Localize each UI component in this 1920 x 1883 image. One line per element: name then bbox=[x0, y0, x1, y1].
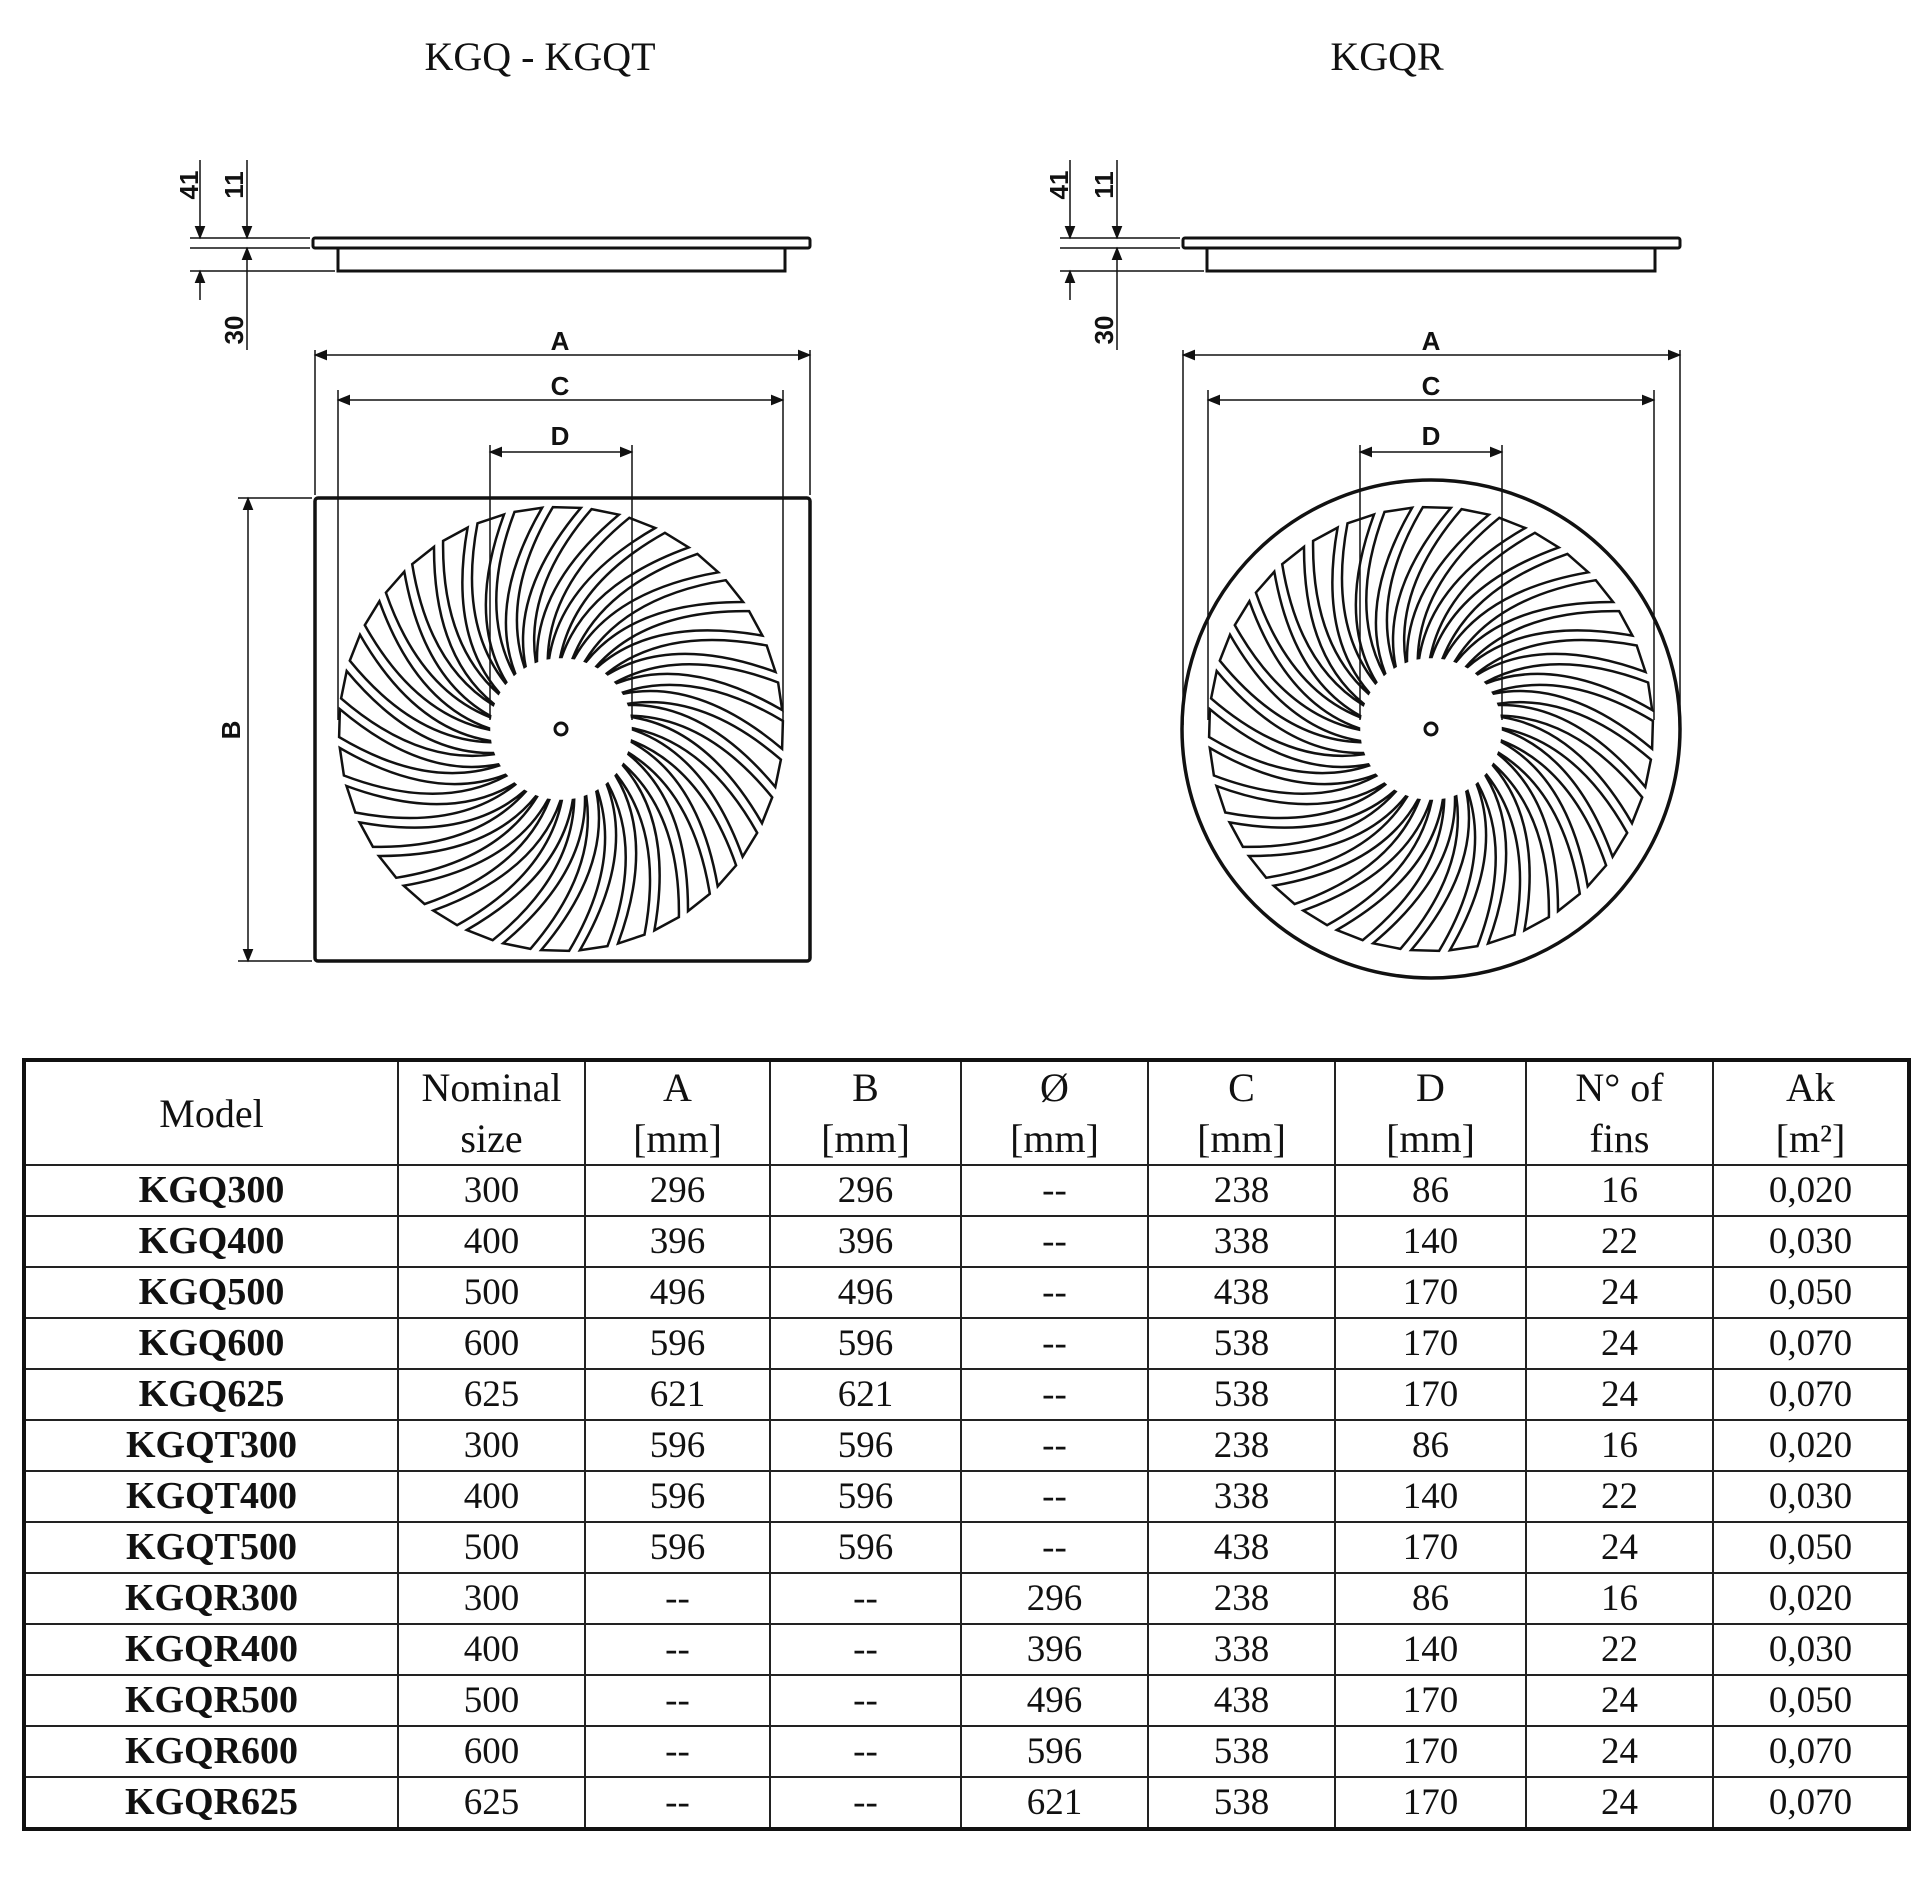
table-cell: 596 bbox=[585, 1420, 770, 1471]
table-cell: 0,030 bbox=[1713, 1471, 1909, 1522]
table-cell: -- bbox=[585, 1726, 770, 1777]
table-cell: 140 bbox=[1335, 1471, 1526, 1522]
table-row bbox=[24, 1267, 1909, 1318]
table-cell: 16 bbox=[1526, 1165, 1713, 1216]
table-cell: 0,070 bbox=[1713, 1369, 1909, 1420]
table-cell: 170 bbox=[1335, 1369, 1526, 1420]
table-cell: -- bbox=[961, 1471, 1148, 1522]
table-cell: 24 bbox=[1526, 1318, 1713, 1369]
table-cell: 596 bbox=[585, 1318, 770, 1369]
table-cell: 300 bbox=[398, 1165, 585, 1216]
table-cell: -- bbox=[585, 1573, 770, 1624]
column-header-line1: Ak bbox=[1786, 1065, 1835, 1110]
table-cell: 596 bbox=[770, 1318, 961, 1369]
table-cell: -- bbox=[961, 1216, 1148, 1267]
column-header-line1: Nominal bbox=[421, 1065, 562, 1110]
table-cell: 296 bbox=[770, 1165, 961, 1216]
table-cell: 300 bbox=[398, 1420, 585, 1471]
model-cell: KGQ300 bbox=[24, 1165, 398, 1216]
column-header-line2: [mm] bbox=[1010, 1116, 1099, 1161]
table-cell: 170 bbox=[1335, 1777, 1526, 1829]
model-cell: KGQT300 bbox=[24, 1420, 398, 1471]
table-cell: 140 bbox=[1335, 1216, 1526, 1267]
column-header-line1: C bbox=[1228, 1065, 1255, 1110]
table-cell: -- bbox=[770, 1573, 961, 1624]
table-row bbox=[24, 1522, 1909, 1573]
dim-11-label-right: 11 bbox=[1089, 171, 1119, 199]
table-row bbox=[24, 1675, 1909, 1726]
model-cell: KGQT400 bbox=[24, 1471, 398, 1522]
table-row bbox=[24, 1726, 1909, 1777]
table-cell: 625 bbox=[398, 1369, 585, 1420]
table-cell: 400 bbox=[398, 1471, 585, 1522]
dim-c-label: C bbox=[550, 371, 570, 401]
table-cell: 0,070 bbox=[1713, 1777, 1909, 1829]
dim-b-label: B bbox=[216, 720, 246, 740]
column-header-line2: fins bbox=[1589, 1116, 1650, 1161]
table-cell: 170 bbox=[1335, 1318, 1526, 1369]
table-cell: 396 bbox=[585, 1216, 770, 1267]
table-cell: 338 bbox=[1148, 1624, 1335, 1675]
column-header-line1: D bbox=[1416, 1065, 1445, 1110]
table-cell: 338 bbox=[1148, 1471, 1335, 1522]
table-cell: 0,050 bbox=[1713, 1675, 1909, 1726]
model-cell: KGQR625 bbox=[24, 1777, 398, 1829]
column-header-line2: [mm] bbox=[633, 1116, 722, 1161]
table-cell: 338 bbox=[1148, 1216, 1335, 1267]
table-cell: 600 bbox=[398, 1726, 585, 1777]
table-cell: 24 bbox=[1526, 1369, 1713, 1420]
table-cell: 500 bbox=[398, 1522, 585, 1573]
table-cell: 500 bbox=[398, 1267, 585, 1318]
table-cell: 621 bbox=[770, 1369, 961, 1420]
table-cell: 0,030 bbox=[1713, 1624, 1909, 1675]
table-row bbox=[24, 1369, 1909, 1420]
table-cell: 296 bbox=[961, 1573, 1148, 1624]
table-cell: 24 bbox=[1526, 1522, 1713, 1573]
dim-41-label-right: 41 bbox=[1044, 170, 1074, 200]
table-cell: -- bbox=[770, 1726, 961, 1777]
column-header bbox=[585, 1060, 770, 1165]
table-cell: 16 bbox=[1526, 1573, 1713, 1624]
model-cell: KGQT500 bbox=[24, 1522, 398, 1573]
column-header bbox=[24, 1060, 398, 1165]
table-cell: 0,050 bbox=[1713, 1522, 1909, 1573]
table-cell: 400 bbox=[398, 1624, 585, 1675]
dim-41-label: 41 bbox=[174, 170, 204, 200]
model-cell: KGQ625 bbox=[24, 1369, 398, 1420]
table-cell: 400 bbox=[398, 1216, 585, 1267]
table-cell: -- bbox=[770, 1777, 961, 1829]
column-header bbox=[1713, 1060, 1909, 1165]
column-header bbox=[770, 1060, 961, 1165]
left-drawing-title: KGQ - KGQT bbox=[424, 34, 656, 79]
table-row bbox=[24, 1318, 1909, 1369]
model-cell: KGQ400 bbox=[24, 1216, 398, 1267]
table-cell: -- bbox=[770, 1675, 961, 1726]
column-header-line1: N° of bbox=[1575, 1065, 1664, 1110]
right-top-view bbox=[1182, 326, 1680, 978]
model-cell: KGQ500 bbox=[24, 1267, 398, 1318]
table-row bbox=[24, 1216, 1909, 1267]
column-header-line2: [mm] bbox=[1386, 1116, 1475, 1161]
column-header bbox=[961, 1060, 1148, 1165]
table-cell: -- bbox=[585, 1777, 770, 1829]
table-cell: 22 bbox=[1526, 1471, 1713, 1522]
table-cell: 0,020 bbox=[1713, 1573, 1909, 1624]
table-cell: 300 bbox=[398, 1573, 585, 1624]
table-cell: 496 bbox=[961, 1675, 1148, 1726]
table-cell: 0,050 bbox=[1713, 1267, 1909, 1318]
table-cell: -- bbox=[961, 1369, 1148, 1420]
table-cell: 22 bbox=[1526, 1624, 1713, 1675]
table-cell: 625 bbox=[398, 1777, 585, 1829]
table-cell: 596 bbox=[770, 1471, 961, 1522]
table-row bbox=[24, 1777, 1909, 1829]
table-cell: 170 bbox=[1335, 1675, 1526, 1726]
table-cell: 24 bbox=[1526, 1777, 1713, 1829]
table-cell: 86 bbox=[1335, 1165, 1526, 1216]
column-header-line1: Model bbox=[159, 1090, 264, 1136]
table-cell: -- bbox=[961, 1165, 1148, 1216]
table-cell: -- bbox=[961, 1267, 1148, 1318]
table-cell: 24 bbox=[1526, 1726, 1713, 1777]
table-cell: 621 bbox=[961, 1777, 1148, 1829]
table-cell: 86 bbox=[1335, 1573, 1526, 1624]
table-cell: 86 bbox=[1335, 1420, 1526, 1471]
column-header bbox=[1148, 1060, 1335, 1165]
table-cell: 538 bbox=[1148, 1318, 1335, 1369]
table-cell: 170 bbox=[1335, 1726, 1526, 1777]
table-cell: 596 bbox=[770, 1522, 961, 1573]
table-row bbox=[24, 1420, 1909, 1471]
table-cell: -- bbox=[961, 1318, 1148, 1369]
table-cell: 238 bbox=[1148, 1420, 1335, 1471]
dim-c-label-right: C bbox=[1421, 371, 1441, 401]
swirl-fins-round bbox=[1209, 507, 1653, 951]
left-side-view bbox=[190, 160, 810, 350]
model-cell: KGQR300 bbox=[24, 1573, 398, 1624]
table-cell: 538 bbox=[1148, 1726, 1335, 1777]
table-cell: 596 bbox=[585, 1522, 770, 1573]
column-header bbox=[1335, 1060, 1526, 1165]
column-header bbox=[398, 1060, 585, 1165]
table-cell: 396 bbox=[770, 1216, 961, 1267]
specification-table bbox=[22, 1058, 1911, 1831]
table-cell: 396 bbox=[961, 1624, 1148, 1675]
table-cell: 621 bbox=[585, 1369, 770, 1420]
dim-d-label: D bbox=[550, 421, 570, 451]
table-cell: 0,020 bbox=[1713, 1165, 1909, 1216]
table-cell: -- bbox=[770, 1624, 961, 1675]
table-cell: 0,070 bbox=[1713, 1726, 1909, 1777]
model-cell: KGQR600 bbox=[24, 1726, 398, 1777]
dim-a-label-right: A bbox=[1421, 326, 1441, 356]
table-cell: 596 bbox=[961, 1726, 1148, 1777]
model-cell: KGQ600 bbox=[24, 1318, 398, 1369]
column-header-line1: A bbox=[663, 1065, 692, 1110]
table-row bbox=[24, 1573, 1909, 1624]
table-cell: 496 bbox=[585, 1267, 770, 1318]
center-screw-hole-round bbox=[1425, 723, 1437, 735]
left-top-view bbox=[216, 326, 810, 961]
table-cell: 596 bbox=[770, 1420, 961, 1471]
right-side-view bbox=[1060, 160, 1680, 350]
dim-30-label: 30 bbox=[219, 315, 249, 345]
column-header-line1: B bbox=[852, 1065, 879, 1110]
table-cell: 16 bbox=[1526, 1420, 1713, 1471]
dim-30-label-right: 30 bbox=[1089, 315, 1119, 345]
table-cell: 538 bbox=[1148, 1777, 1335, 1829]
table-cell: -- bbox=[585, 1624, 770, 1675]
table-cell: 0,030 bbox=[1713, 1216, 1909, 1267]
table-cell: 496 bbox=[770, 1267, 961, 1318]
table-cell: 438 bbox=[1148, 1675, 1335, 1726]
table-cell: 170 bbox=[1335, 1522, 1526, 1573]
right-drawing-title: KGQR bbox=[1330, 34, 1444, 79]
table-cell: 596 bbox=[585, 1471, 770, 1522]
table-row bbox=[24, 1471, 1909, 1522]
table-cell: 170 bbox=[1335, 1267, 1526, 1318]
table-cell: 238 bbox=[1148, 1573, 1335, 1624]
column-header-line2: [mm] bbox=[1197, 1116, 1286, 1161]
table-cell: 0,070 bbox=[1713, 1318, 1909, 1369]
table-cell: 296 bbox=[585, 1165, 770, 1216]
dim-a-label: A bbox=[550, 326, 570, 356]
column-header-line1: Ø bbox=[1040, 1065, 1069, 1110]
table-cell: 438 bbox=[1148, 1522, 1335, 1573]
table-cell: 438 bbox=[1148, 1267, 1335, 1318]
table-cell: 140 bbox=[1335, 1624, 1526, 1675]
column-header-line2: size bbox=[460, 1116, 523, 1161]
column-header bbox=[1526, 1060, 1713, 1165]
center-screw-hole bbox=[555, 723, 567, 735]
table-cell: 538 bbox=[1148, 1369, 1335, 1420]
dim-11-label: 11 bbox=[219, 171, 249, 199]
table-cell: 600 bbox=[398, 1318, 585, 1369]
column-header-line2: [mm] bbox=[821, 1116, 910, 1161]
model-cell: KGQR400 bbox=[24, 1624, 398, 1675]
table-row bbox=[24, 1624, 1909, 1675]
dim-d-label-right: D bbox=[1421, 421, 1441, 451]
table-cell: 22 bbox=[1526, 1216, 1713, 1267]
table-header-row bbox=[24, 1060, 1909, 1165]
table-cell: -- bbox=[585, 1675, 770, 1726]
table-cell: -- bbox=[961, 1420, 1148, 1471]
column-header-line2: [m²] bbox=[1775, 1116, 1846, 1161]
table-row bbox=[24, 1165, 1909, 1216]
table-cell: 0,020 bbox=[1713, 1420, 1909, 1471]
table-cell: 500 bbox=[398, 1675, 585, 1726]
swirl-fins bbox=[339, 507, 783, 951]
table-cell: 238 bbox=[1148, 1165, 1335, 1216]
table-cell: 24 bbox=[1526, 1675, 1713, 1726]
table-cell: -- bbox=[961, 1522, 1148, 1573]
model-cell: KGQR500 bbox=[24, 1675, 398, 1726]
table-cell: 24 bbox=[1526, 1267, 1713, 1318]
